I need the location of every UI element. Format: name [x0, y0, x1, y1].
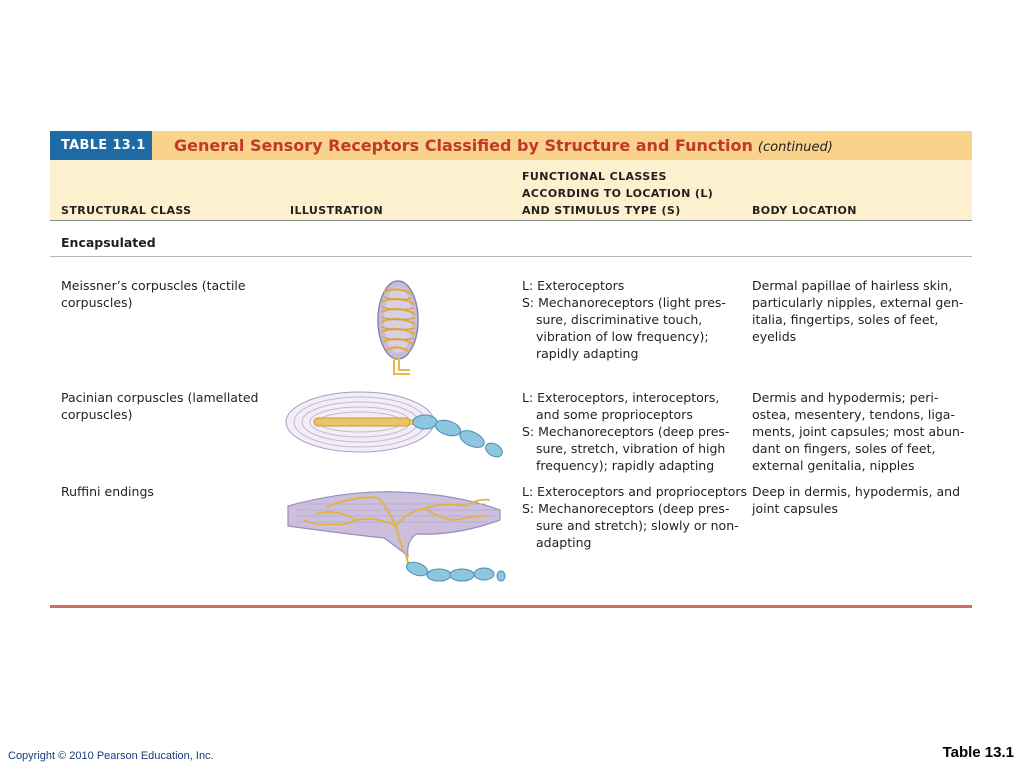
cell-line: corpuscles)	[61, 407, 133, 422]
cell-line: and some proprioceptors	[536, 407, 693, 422]
cell-line: S: Mechanoreceptors (deep pres-	[522, 501, 730, 516]
section-divider	[50, 256, 972, 257]
row-meissner-structural	[61, 277, 266, 311]
cell-line: vibration of low frequency);	[536, 329, 709, 344]
table-title-band	[50, 131, 972, 160]
cell-line: Deep in dermis, hypodermis, and	[752, 484, 961, 499]
col-header-functional-line: AND STIMULUS TYPE (S)	[522, 204, 681, 217]
cell-line: dant on fingers, soles of feet,	[752, 441, 936, 456]
cell-line: joint capsules	[752, 501, 838, 516]
cell-line: L: Exteroceptors, interoceptors,	[522, 390, 720, 405]
table-title-text: General Sensory Receptors Classified by Structure and Function	[174, 136, 753, 155]
table-bottom-rule	[50, 605, 972, 608]
cell-line: sure and stretch); slowly or non-	[536, 518, 739, 533]
row-meissner-functional	[522, 277, 744, 362]
row-pacinian-functional	[522, 389, 744, 474]
row-meissner-body-location	[752, 277, 967, 345]
cell-line: sure, stretch, vibration of high	[536, 441, 726, 456]
row-ruffini-body-location	[752, 483, 967, 517]
cell-line: italia, fingertips, soles of feet,	[752, 312, 939, 327]
cell-line: Ruffini endings	[61, 484, 154, 499]
row-ruffini-structural	[61, 483, 266, 500]
pacinian-corpuscle-illustration	[284, 390, 504, 462]
cell-line: S: Mechanoreceptors (light pres-	[522, 295, 726, 310]
meissner-corpuscle-illustration	[372, 278, 424, 382]
cell-line: ments, joint capsules; most abun-	[752, 424, 965, 439]
col-header-structural: STRUCTURAL CLASS	[61, 204, 192, 217]
cell-line: eyelids	[752, 329, 797, 344]
col-header-functional	[522, 168, 713, 219]
table-number-tag: TABLE 13.1	[50, 131, 152, 160]
col-header-functional-line: ACCORDING TO LOCATION (L)	[522, 187, 714, 200]
cell-line: external genitalia, nipples	[752, 458, 915, 473]
column-header-band	[50, 160, 972, 221]
cell-line: sure, discriminative touch,	[536, 312, 703, 327]
cell-line: ostea, mesentery, tendons, liga-	[752, 407, 955, 422]
cell-line: Meissner’s corpuscles (tactile	[61, 278, 246, 293]
col-header-functional-line: FUNCTIONAL CLASSES	[522, 170, 667, 183]
table-title-suffix: (continued)	[757, 140, 833, 155]
cell-line: Dermis and hypodermis; peri-	[752, 390, 939, 405]
cell-line: rapidly adapting	[536, 346, 639, 361]
slide-label: Table 13.1	[942, 744, 1014, 761]
cell-line: Dermal papillae of hairless skin,	[752, 278, 953, 293]
cell-line: frequency); rapidly adapting	[536, 458, 715, 473]
cell-line: particularly nipples, external gen-	[752, 295, 964, 310]
row-pacinian-body-location	[752, 389, 967, 474]
copyright-notice: Copyright © 2010 Pearson Education, Inc.	[8, 750, 214, 762]
cell-line: adapting	[536, 535, 592, 550]
cell-line: L: Exteroceptors and proprioceptors	[522, 484, 748, 499]
section-label-encapsulated: Encapsulated	[61, 235, 156, 250]
ruffini-ending-illustration	[286, 486, 506, 586]
cell-line: corpuscles)	[61, 295, 133, 310]
row-pacinian-structural	[61, 389, 266, 423]
cell-line: Pacinian corpuscles (lamellated	[61, 390, 259, 405]
cell-line: S: Mechanoreceptors (deep pres-	[522, 424, 730, 439]
row-ruffini-functional	[522, 483, 748, 551]
cell-line: L: Exteroceptors	[522, 278, 625, 293]
col-header-illustration: ILLUSTRATION	[290, 204, 384, 217]
col-header-body-location: BODY LOCATION	[752, 204, 857, 217]
table-title	[174, 131, 833, 160]
